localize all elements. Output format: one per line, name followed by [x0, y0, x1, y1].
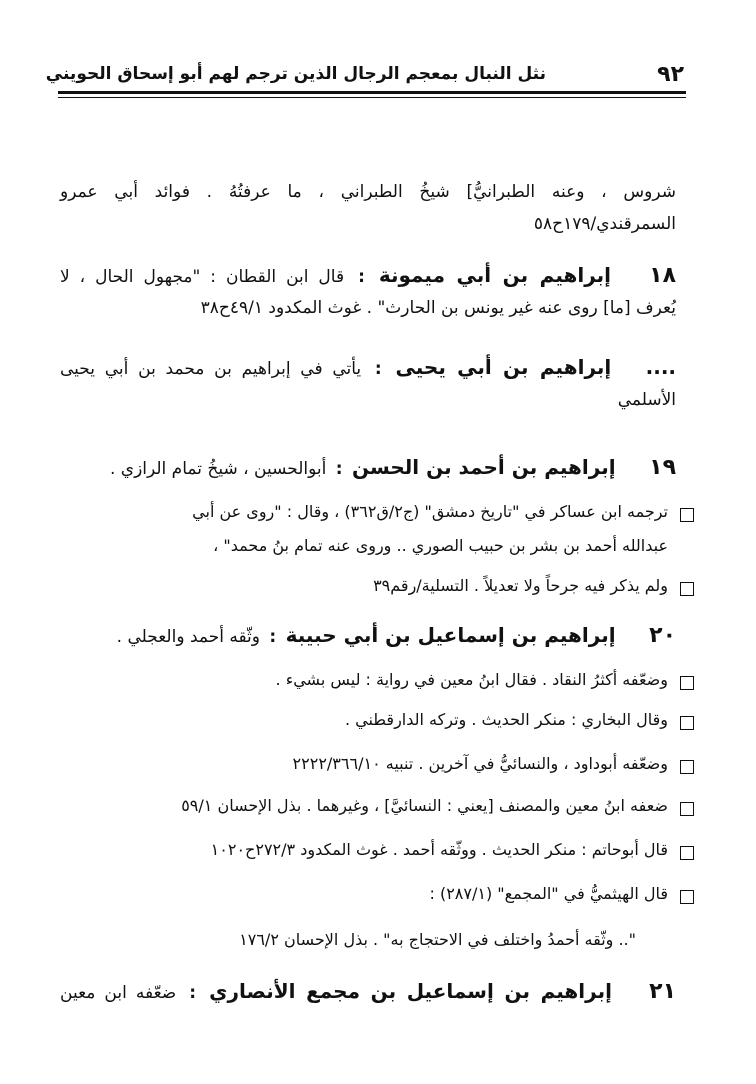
bullet-box-icon: [680, 716, 694, 730]
separator: :: [189, 983, 197, 1003]
entry-21: [60, 976, 676, 1008]
bullet-box-icon: [680, 582, 694, 596]
bullet-20-4: ضعفه ابنُ معين والمصنف [يعني : النسائيَّ] ، وغيرهما . بذل الإحسان ٥٩/١: [181, 796, 668, 815]
entry-20: [60, 620, 676, 652]
page-number: ٩٢: [657, 62, 684, 87]
header-rule-thick: [58, 91, 686, 94]
entry-text: قال ابن القطان : "مجهول الحال ، لا: [60, 267, 345, 287]
entry-19: [60, 452, 676, 484]
entry-text: وثّقه أحمد والعجلي .: [116, 627, 260, 647]
bullet-19-1-line-2: عبدالله أحمد بن بشر بن حبيب الصوري .. وروى عنه تمام بنُ محمد" ،: [213, 536, 668, 555]
bullet-20-1: وضعّفه أكثرُ النقاد . فقال ابنُ معين في رواية : ليس بشيء .: [275, 670, 668, 689]
bullet-20-6-line-2: ".. وثّقه أحمدُ واختلف في الاحتجاج به" . بذل الإحسان ١٧٦/٢: [239, 930, 636, 949]
bullet-box-icon: [680, 760, 694, 774]
entry-name: إبراهيم بن إسماعيل بن أبي حبيبة: [285, 623, 616, 647]
intro-line-1: شروس ، وعنه الطبرانيُّ] شيخُ الطبراني ، ما عرفتُهُ . فوائد أبي عمرو: [60, 182, 676, 202]
separator: :: [358, 267, 365, 287]
bullet-box-icon: [680, 508, 694, 522]
bullet-box-icon: [680, 676, 694, 690]
entry-number: ١٨: [649, 263, 676, 288]
entry-marker: ....: [645, 355, 677, 379]
entry-name: إبراهيم بن أحمد بن الحسن: [351, 455, 616, 479]
bullet-20-5: قال أبوحاتم : منكر الحديث . ووثّقه أحمد . غوث المكدود ٢٧٢/٣ح١٠٢٠: [210, 840, 668, 859]
entry-18-continuation: يُعرف [ما] روى عنه غير يونس بن الحارث" . غوث المكدود ٤٩/١ح٣٨: [200, 298, 676, 318]
intro-line-2: السمرقندي/١٧٩ح٥٨: [533, 214, 676, 234]
bullet-20-6-line-1: قال الهيثميُّ في "المجمع" (٢٨٧/١) :: [429, 884, 668, 903]
header-rule-thin: [58, 97, 686, 98]
entry-crossref: [60, 352, 676, 384]
bullet-box-icon: [680, 846, 694, 860]
bullet-19-2: ولم يذكر فيه جرحاً ولا تعديلاً . التسلية/رقم٣٩: [373, 576, 668, 595]
bullet-box-icon: [680, 802, 694, 816]
separator: :: [269, 627, 277, 647]
bullet-box-icon: [680, 890, 694, 904]
entry-number: ٢٠: [649, 623, 676, 648]
entry-number: ١٩: [649, 455, 676, 480]
separator: :: [374, 359, 382, 379]
bullet-20-3: وضعّفه أبوداود ، والنسائيُّ في آخرين . تنبيه ٢٢٢٢/٣٦٦/١٠: [292, 754, 668, 773]
entry-name: إبراهيم بن أبي يحيى: [395, 355, 612, 379]
bullet-20-2: وقال البخاري : منكر الحديث . وتركه الدارقطني .: [344, 710, 668, 729]
entry-text: يأتي في إبراهيم بن محمد بن أبي يحيى: [60, 359, 362, 379]
bullet-19-1-line-1: ترجمه ابن عساكر في "تاريخ دمشق" (ج٢/ق٣٦٢) ، وقال : "روى عن أبي: [192, 502, 668, 521]
entry-number: ٢١: [649, 979, 677, 1004]
entry-text: ضعّفه ابن معين: [60, 983, 177, 1003]
running-title: نثل النبال بمعجم الرجال الذين ترجم لهم أبو إسحاق الحويني: [45, 64, 546, 84]
entry-18: [60, 260, 676, 292]
entry-text: أبوالحسين ، شيخُ تمام الرازي .: [109, 459, 327, 479]
page-header: [45, 52, 686, 92]
separator: :: [335, 459, 343, 479]
entry-crossref-continuation: الأسلمي: [617, 390, 676, 410]
entry-name: إبراهيم بن إسماعيل بن مجمع الأنصاري: [209, 979, 612, 1003]
entry-name: إبراهيم بن أبي ميمونة: [378, 263, 612, 287]
